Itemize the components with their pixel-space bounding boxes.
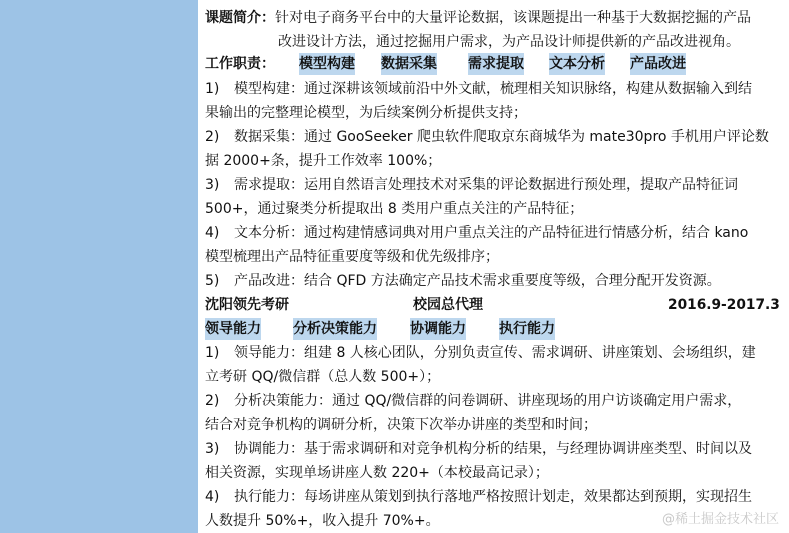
duty-item-text: 需求提取：运用自然语言处理技术对采集的评论数据进行预处理，提取产品特征词 bbox=[234, 177, 738, 193]
duties-label: 工作职责： bbox=[205, 56, 275, 72]
topic-line-1 bbox=[205, 7, 751, 29]
job-role: 校园总代理 bbox=[413, 297, 483, 313]
duty-tag-3: 需求提取 bbox=[468, 53, 524, 75]
job-item-text: 分析决策能力：通过 QQ/微信群的问卷调研、讲座现场的用户访谈确定用户需求， bbox=[234, 393, 742, 409]
duty-item-text: 模型构建：通过深耕该领域前沿中外文献，梳理相关知识脉络，构建从数据输入到结 bbox=[234, 81, 752, 97]
duty-item-text-cont: 500+，通过聚类分析提取出 8 类用户重点关注的产品特征； bbox=[205, 201, 584, 217]
duty-item-num: 5) bbox=[205, 273, 220, 289]
duty-item-num: 2) bbox=[205, 129, 220, 145]
job-item-num: 1) bbox=[205, 345, 220, 361]
resume-content bbox=[205, 0, 780, 533]
duty-item-text: 产品改进：结合 QFD 方法确定产品技术需求重要度等级，合理分配开发资源。 bbox=[234, 273, 721, 289]
job-org: 沈阳领先考研 bbox=[205, 297, 289, 313]
job-item-text: 协调能力：基于需求调研和对竞争机构分析的结果，与经理协调讲座类型、时间以及 bbox=[234, 441, 752, 457]
job-item-num: 2) bbox=[205, 393, 220, 409]
topic-text-1: 针对电子商务平台中的大量评论数据，该课题提出一种基于大数据挖掘的产品 bbox=[275, 10, 751, 26]
duty-item-text-cont: 果输出的完整理论模型，为后续案例分析提供支持； bbox=[205, 105, 527, 121]
topic-label: 课题简介： bbox=[205, 10, 275, 26]
duty-item-text: 文本分析：通过构建情感词典对用户重点关注的产品特征进行情感分析，结合 kano bbox=[234, 225, 749, 241]
left-sidebar-band bbox=[0, 0, 198, 533]
job-item-num: 3) bbox=[205, 441, 220, 457]
job-item-text: 执行能力：每场讲座从策划到执行落地严格按照计划走，效果都达到预期，实现招生 bbox=[234, 489, 752, 505]
duty-tag-2: 数据采集 bbox=[381, 53, 437, 75]
job-item-text-cont: 结合对竞争机构的调研分析，决策下次举办讲座的类型和时间； bbox=[205, 417, 597, 433]
job-item-text-cont: 人数提升 50%+，收入提升 70%+。 bbox=[205, 513, 440, 529]
duty-item-num: 4) bbox=[205, 225, 220, 241]
job-tag-2: 分析决策能力 bbox=[293, 318, 377, 340]
job-item-text: 领导能力：组建 8 人核心团队，分别负责宣传、需求调研、讲座策划、会场组织，建 bbox=[234, 345, 756, 361]
job-tag-1: 领导能力 bbox=[205, 318, 261, 340]
duty-item-text-cont: 据 2000+条，提升工作效率 100%； bbox=[205, 153, 442, 169]
duty-tag-4: 文本分析 bbox=[549, 53, 605, 75]
watermark-text: @稀土掘金技术社区 bbox=[661, 512, 779, 527]
duty-item-text: 数据采集：通过 GooSeeker 爬虫软件爬取京东商城华为 mate30pro 手机用户评论数 bbox=[234, 129, 769, 145]
duty-item-num: 3) bbox=[205, 177, 220, 193]
duty-item-text-cont: 模型梳理出产品特征重要度等级和优先级排序； bbox=[205, 249, 499, 265]
duties-tags-row bbox=[205, 53, 780, 75]
topic-text-2: 改进设计方法，通过挖掘用户需求，为产品设计师提供新的产品改进视角。 bbox=[278, 34, 740, 50]
job-item-text-cont: 相关资源，实现单场讲座人数 220+（本校最高记录）； bbox=[205, 465, 549, 481]
job-item-text-cont: 立考研 QQ/微信群（总人数 500+）； bbox=[205, 369, 441, 385]
job-item-num: 4) bbox=[205, 489, 220, 505]
duty-tag-5: 产品改进 bbox=[630, 53, 686, 75]
duty-tag-1: 模型构建 bbox=[299, 53, 355, 75]
job-tag-4: 执行能力 bbox=[499, 318, 555, 340]
job-period: 2016.9-2017.3 bbox=[668, 297, 780, 313]
job-tag-3: 协调能力 bbox=[410, 318, 466, 340]
duty-item-num: 1) bbox=[205, 81, 220, 97]
